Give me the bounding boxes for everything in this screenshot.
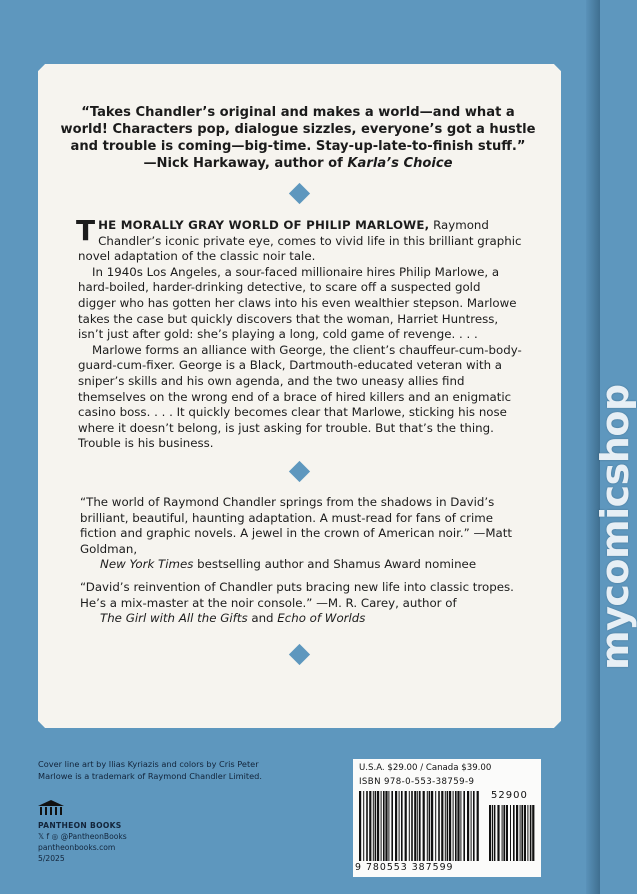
divider-diamond [289, 644, 310, 665]
corner-diamond-top-right [554, 57, 568, 71]
synopsis-lead: HE MORALLY GRAY WORLD OF PHILIP MARLOWE, [98, 218, 430, 232]
barcode-main [359, 791, 481, 861]
barcode-addon-number: 52900 [491, 790, 528, 801]
barcode-number: 9 780553 387599 [355, 862, 454, 873]
art-credits [38, 759, 298, 782]
top-blurb-quote [58, 104, 538, 172]
synopsis-paragraph: In 1940s Los Angeles, a sour-faced millionaire hires Philip Marlowe, a hard-boiled, harder-drinking detective, to scare off a suspected gold digger who has gotten her claws into his even wealthier stepson. Marlowe takes the case but quickly discovers that the woman, Harriet Huntress, isn’t just after gold: she’s playing a long, cold game of revenge. . . . [78, 264, 517, 342]
synopsis-paragraph: Marlowe forms an alliance with George, the client’s chauffeur-cum-body-guard-cum-fixer. George is a Black, Dartmouth-educated veteran with a sniper’s skills and his own agenda, and the two uneasy allies find themselves on the wrong end of a brace of hired killers and an enigmatic casino boss. . . . It quickly becomes clear that Marlowe, sticking his nose where it doesn’t belong, is just asking for trouble. But that’s the thing. Trouble is his business. [78, 342, 522, 451]
divider-diamond [289, 461, 310, 482]
price-label: U.S.A. $29.00 / Canada $39.00 [359, 763, 492, 773]
quote-line: world! Characters pop, dialogue sizzles, everyone’s got a hustle [60, 122, 536, 137]
carey-quote: “David’s reinvention of Chandler puts bracing new life into classic tropes. He’s a mix-master at the noir console.” —M. R. Carey, author of The Girl with All the Gifts and Echo of Worlds [80, 580, 514, 626]
publisher-website: pantheonbooks.com [38, 843, 116, 852]
book-title: Karla’s Choice [347, 156, 453, 171]
publisher-social: 𝕏 f ◎ @PantheonBooks [38, 832, 127, 841]
quote-line: “Takes Chandler’s original and makes a world—and what a [81, 105, 515, 120]
book-title: The Girl with All the Gifts [100, 611, 248, 626]
publisher-block [38, 800, 198, 864]
credits-line: Cover line art by Ilias Kyriazis and colors by Cris Peter [38, 759, 259, 769]
book-title: Echo of Worlds [277, 611, 366, 626]
barcode-box [353, 759, 541, 877]
divider-diamond [289, 183, 310, 204]
drop-cap: T [76, 214, 96, 247]
publish-date: 5/2025 [38, 854, 65, 863]
pantheon-logo-icon [38, 800, 64, 816]
synopsis-paragraph: THE MORALLY GRAY WORLD OF PHILIP MARLOWE, Raymond Chandler’s iconic private eye, comes to vivid life in this brilliant graphic novel adaptation of the classic noir tale. [76, 214, 522, 264]
isbn-label: ISBN 978-0-553-38759-9 [359, 777, 475, 787]
barcode-addon [489, 805, 535, 861]
publisher-name: PANTHEON BOOKS [38, 821, 122, 830]
quote-line: and trouble is coming—big-time. Stay-up-late-to-finish stuff.” [70, 139, 526, 154]
text-panel [38, 64, 561, 728]
corner-diamond-top-left [31, 57, 45, 71]
corner-diamond-bottom-right [554, 721, 568, 735]
synopsis [76, 214, 522, 452]
quote-attribution: —Nick Harkaway, author of Karla’s Choice [143, 156, 453, 171]
corner-diamond-bottom-left [31, 721, 45, 735]
trademark-line: Marlowe is a trademark of Raymond Chandler Limited. [38, 770, 262, 781]
watermark: mycomicshop [593, 384, 637, 670]
publication-name: New York Times [100, 557, 194, 572]
goldman-quote: “The world of Raymond Chandler springs from the shadows in David’s brilliant, beautiful, haunting adaptation. A must-read for fans of crime fiction and graphic novels. A jewel in the crown of American noir.” —Matt Goldman, New York Times bestselling author and Shamus Award nominee [80, 495, 512, 572]
